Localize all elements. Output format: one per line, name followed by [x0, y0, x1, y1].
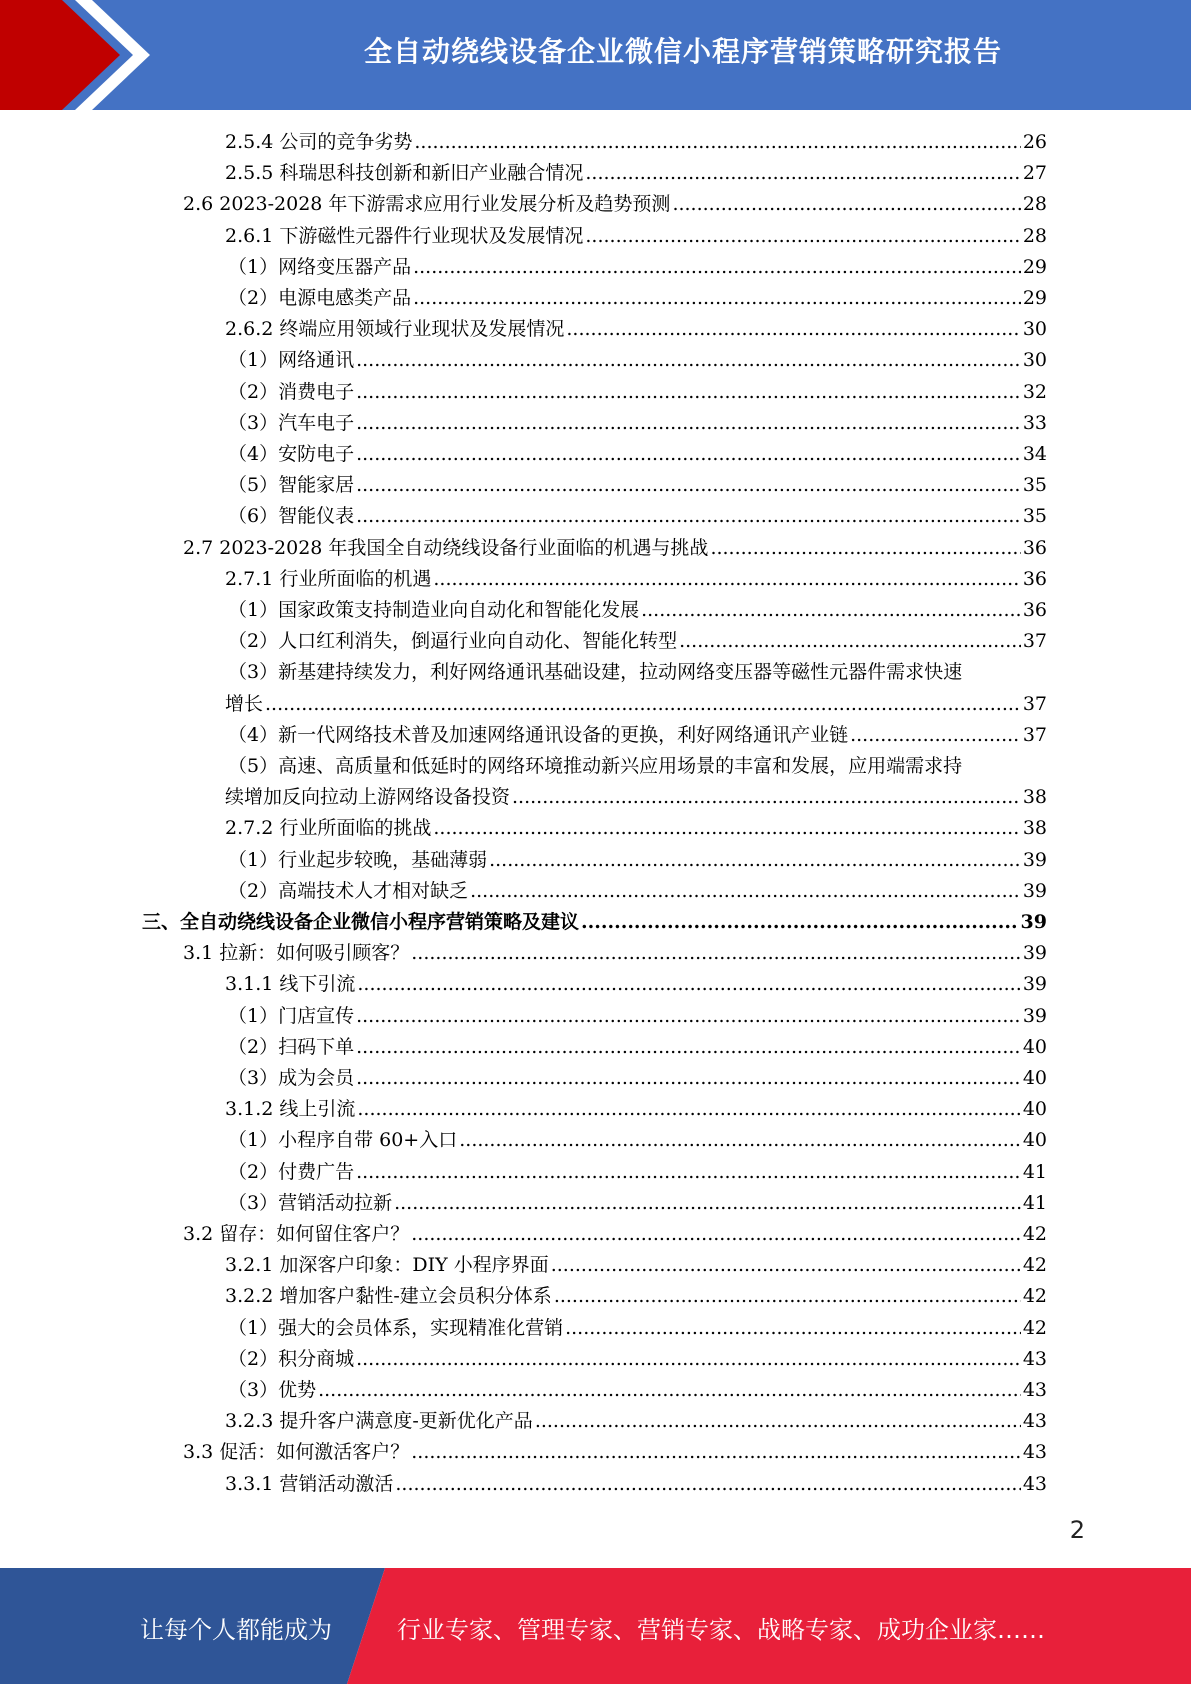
toc-entry-text: （2）扫码下单 [228, 1035, 355, 1058]
toc-page-number: 37 [1022, 630, 1047, 653]
toc-leader-dots [395, 1469, 1020, 1500]
toc-entry[interactable] [228, 439, 1047, 470]
toc-page-number: 42 [1022, 1223, 1047, 1245]
toc-entry-text: 3.1 拉新：如何吸引顾客？ [183, 942, 410, 965]
toc-leader-dots [433, 564, 1020, 595]
toc-page-number: 40 [1022, 1098, 1047, 1121]
toc-entry[interactable] [228, 626, 1047, 657]
toc-page-number: 43 [1022, 1379, 1047, 1401]
toc-entry-text: 3.3 促活：如何激活客户？ [183, 1441, 410, 1464]
toc-entry[interactable] [228, 845, 1047, 876]
toc-entry[interactable] [228, 1032, 1047, 1063]
toc-entry[interactable] [225, 782, 1047, 813]
toc-leader-dots [265, 689, 1021, 720]
toc-leader-dots [411, 1219, 1021, 1250]
toc-entry-text: 2.7.1 行业所面临的机遇 [225, 567, 432, 590]
toc-entry[interactable] [228, 876, 1047, 907]
toc-entry[interactable] [228, 1157, 1047, 1188]
toc-entry[interactable] [228, 283, 1047, 314]
toc-entry[interactable] [228, 1063, 1047, 1094]
footer-slogan-right: 行业专家、管理专家、营销专家、战略专家、成功企业家…… [397, 1616, 1045, 1644]
toc-entry[interactable] [228, 595, 1047, 626]
toc-entry-text: 3.1.1 线下引流 [225, 973, 356, 996]
page-header [0, 0, 1191, 110]
toc-page-number: 43 [1022, 1410, 1047, 1433]
toc-entry-text: （2）积分商城 [228, 1347, 355, 1370]
toc-leader-dots [433, 813, 1020, 844]
toc-entry-text: 2.6 2023-2028 年下游需求应用行业发展分析及趋势预测 [183, 193, 671, 216]
toc-entry-text: （1）网络通讯 [228, 349, 355, 372]
toc-entry-text: （3）汽车电子 [228, 411, 355, 434]
toc-entry-text: （2）付费广告 [228, 1160, 355, 1183]
toc-leader-dots [356, 345, 1021, 376]
toc-entry-text: 三、全自动绕线设备企业微信小程序营销策略及建议 [142, 911, 580, 933]
toc-entry[interactable] [228, 1313, 1047, 1344]
toc-entry[interactable] [228, 408, 1047, 439]
toc-entry-text: 3.3.1 营销活动激活 [225, 1472, 394, 1495]
page-number: 2 [1069, 1516, 1085, 1544]
header-chevron-icon [0, 0, 160, 110]
toc-entry[interactable] [183, 1219, 1047, 1250]
toc-leader-dots [356, 1157, 1021, 1188]
toc-leader-dots [414, 127, 1020, 158]
toc-entry-text: （2）消费电子 [228, 380, 355, 403]
toc-leader-dots [357, 969, 1020, 1000]
toc-entry[interactable] [225, 221, 1047, 252]
toc-page-number: 41 [1022, 1160, 1047, 1183]
toc-page-number: 39 [1022, 1004, 1047, 1027]
toc-entry-line[interactable] [228, 751, 962, 782]
toc-leader-dots [470, 876, 1021, 907]
toc-entry[interactable] [225, 1406, 1047, 1437]
toc-page-number: 32 [1022, 380, 1047, 403]
toc-entry[interactable] [183, 533, 1047, 564]
toc-page-number: 43 [1022, 1347, 1047, 1370]
toc-page-number: 27 [1022, 162, 1047, 185]
header-title: 全自动绕线设备企业微信小程序营销策略研究报告 [363, 35, 1002, 68]
toc-entry-text: 3.2.1 加深客户印象：DIY 小程序界面 [225, 1254, 549, 1277]
toc-entry-text: （4）安防电子 [228, 443, 355, 465]
toc-entry-text: 增长 [225, 692, 264, 715]
toc-entry[interactable] [225, 813, 1047, 844]
toc-entry-text: （5）高速、高质量和低延时的网络环境推动新兴应用场景的丰富和发展，应用端需求持 [228, 755, 963, 777]
toc-entry[interactable] [228, 1188, 1047, 1219]
toc-entry-text: （1）门店宣传 [228, 1004, 355, 1027]
toc-page-number: 40 [1022, 1067, 1047, 1089]
toc-page-number: 40 [1022, 1035, 1047, 1058]
toc-entry[interactable] [142, 907, 1047, 938]
toc-leader-dots [585, 158, 1020, 189]
toc-page-number: 38 [1022, 786, 1047, 809]
toc-page-number: 28 [1022, 193, 1047, 216]
toc-leader-dots [535, 1406, 1021, 1437]
toc-entry-text: （2）高端技术人才相对缺乏 [228, 879, 469, 902]
toc-leader-dots [672, 189, 1020, 220]
toc-page-number: 40 [1022, 1129, 1047, 1152]
toc-entry[interactable] [183, 1437, 1047, 1468]
toc-leader-dots [641, 595, 1021, 626]
toc-leader-dots [394, 1188, 1021, 1219]
toc-entry[interactable] [225, 1281, 1047, 1312]
toc-leader-dots [357, 1094, 1020, 1125]
toc-entry-text: （2）人口红利消失，倒逼行业向自动化、智能化转型 [228, 630, 678, 653]
toc-leader-dots [356, 408, 1021, 439]
toc-page-number: 37 [1022, 692, 1047, 715]
toc-page-number: 42 [1022, 1254, 1047, 1277]
toc-entry[interactable] [228, 252, 1047, 283]
toc-entry[interactable] [225, 564, 1047, 595]
toc-entry-text: （3）营销活动拉新 [228, 1191, 393, 1214]
footer-slogan-left: 让每个人都能成为 [140, 1616, 332, 1644]
toc-entry[interactable] [228, 1001, 1047, 1032]
toc-entry[interactable] [228, 1375, 1047, 1406]
toc-entry-text: 3.1.2 线上引流 [225, 1098, 356, 1121]
toc-page-number: 35 [1022, 505, 1047, 528]
toc-entry-line[interactable] [228, 657, 962, 688]
toc-entry-text: 2.6.2 终端应用领域行业现状及发展情况 [225, 318, 565, 341]
toc-leader-dots [512, 782, 1021, 813]
toc-entry-text: （4）新一代网络技术普及加速网络通讯设备的更换，利好网络通讯产业链 [228, 723, 849, 746]
toc-leader-dots [356, 1032, 1021, 1063]
toc-page-number: 26 [1022, 131, 1047, 153]
toc-entry[interactable] [228, 1344, 1047, 1375]
toc-leader-dots [413, 283, 1021, 314]
toc-leader-dots [551, 1250, 1021, 1281]
toc-page-number: 39 [1022, 973, 1047, 996]
toc-entry[interactable] [225, 689, 1047, 720]
toc-leader-dots [413, 252, 1021, 283]
toc-entry-text: 2.7.2 行业所面临的挑战 [225, 817, 432, 840]
toc-entry-text: 续增加反向拉动上游网络设备投资 [225, 786, 511, 809]
toc-leader-dots [356, 470, 1021, 501]
toc-page-number: 30 [1022, 318, 1047, 341]
toc-entry[interactable] [228, 345, 1047, 376]
toc-entry[interactable] [228, 720, 1047, 751]
toc-entry-text: （1）行业起步较晚，基础薄弱 [228, 848, 488, 871]
toc-page-number: 30 [1022, 349, 1047, 372]
toc-entry-text: （3）优势 [228, 1379, 317, 1401]
toc-page-number: 36 [1022, 567, 1047, 590]
toc-entry-text: 3.2 留存：如何留住客户？ [183, 1223, 410, 1245]
toc-entry[interactable] [225, 1250, 1047, 1281]
toc-entry-text: （1）强大的会员体系，实现精准化营销 [228, 1316, 564, 1339]
toc-page-number: 39 [1022, 848, 1047, 871]
toc-entry[interactable] [228, 377, 1047, 408]
toc-page-number: 43 [1022, 1472, 1047, 1495]
toc-page-number: 34 [1022, 443, 1047, 465]
toc-entry-text: （1）国家政策支持制造业向自动化和智能化发展 [228, 599, 640, 621]
page-footer [0, 1568, 1191, 1684]
toc-leader-dots [356, 439, 1021, 470]
toc-leader-dots [356, 377, 1021, 408]
toc-leader-dots [710, 533, 1020, 564]
toc-entry[interactable] [183, 938, 1047, 969]
toc-leader-dots [356, 1063, 1021, 1094]
toc-page-number: 42 [1022, 1285, 1047, 1308]
toc-entry[interactable] [225, 1094, 1047, 1125]
toc-page-number: 39 [1022, 942, 1047, 965]
toc-page-number: 29 [1022, 255, 1047, 278]
toc-entry-text: 2.5.5 科瑞思科技创新和新旧产业融合情况 [225, 162, 584, 185]
toc-leader-dots [585, 221, 1020, 252]
toc-entry[interactable] [225, 127, 1047, 158]
toc-entry-text: 3.2.2 增加客户黏性-建立会员积分体系 [225, 1285, 552, 1308]
toc-leader-dots [411, 938, 1021, 969]
toc-entry[interactable] [225, 969, 1047, 1000]
toc-page-number: 39 [1022, 879, 1047, 902]
toc-page-number: 28 [1022, 224, 1047, 247]
toc-page-number: 33 [1022, 411, 1047, 434]
toc-entry-text: （3）新基建持续发力，利好网络通讯基础设建，拉动网络变压器等磁性元器件需求快速 [228, 661, 963, 684]
toc-leader-dots [318, 1375, 1021, 1406]
toc-entry-text: 2.6.1 下游磁性元器件行业现状及发展情况 [225, 224, 584, 247]
toc-page-number: 36 [1022, 536, 1047, 559]
toc-entry-text: （1）网络变压器产品 [228, 255, 412, 278]
toc-leader-dots [679, 626, 1021, 657]
toc-entry[interactable] [225, 314, 1047, 345]
toc-leader-dots [581, 907, 1019, 938]
toc-page-number: 29 [1022, 287, 1047, 309]
toc-leader-dots [489, 845, 1021, 876]
toc-entry-text: （6）智能仪表 [228, 505, 355, 528]
toc-entry-text: （3）成为会员 [228, 1067, 355, 1089]
toc-leader-dots [356, 1344, 1021, 1375]
toc-entry[interactable] [225, 1469, 1047, 1500]
toc-entry[interactable] [228, 501, 1047, 532]
toc-entry[interactable] [225, 158, 1047, 189]
toc-page-number: 38 [1022, 817, 1047, 840]
toc-leader-dots [356, 501, 1021, 532]
toc-leader-dots [565, 1313, 1021, 1344]
toc-leader-dots [459, 1125, 1021, 1156]
toc-page-number: 43 [1022, 1441, 1047, 1464]
toc-leader-dots [411, 1437, 1021, 1468]
toc-entry-text: （5）智能家居 [228, 474, 355, 497]
toc-page-number: 41 [1022, 1191, 1047, 1214]
toc-page-number: 42 [1022, 1316, 1047, 1339]
toc-entry-text: （1）小程序自带 60+入口 [228, 1129, 458, 1152]
toc-leader-dots [850, 720, 1021, 751]
toc-entry[interactable] [228, 1125, 1047, 1156]
toc-leader-dots [554, 1281, 1021, 1312]
toc-entry-text: 2.7 2023-2028 年我国全自动绕线设备行业面临的机遇与挑战 [183, 536, 709, 559]
toc-leader-dots [356, 1001, 1021, 1032]
toc-page-number: 39 [1020, 911, 1047, 933]
toc-page-number: 35 [1022, 474, 1047, 497]
toc-entry-text: 2.5.4 公司的竞争劣势 [225, 131, 413, 153]
toc-entry[interactable] [183, 189, 1047, 220]
toc-entry-text: （2）电源电感类产品 [228, 287, 412, 309]
toc-page-number: 37 [1022, 723, 1047, 746]
toc-entry[interactable] [228, 470, 1047, 501]
toc-page-number: 36 [1022, 599, 1047, 621]
toc-entry-text: 3.2.3 提升客户满意度-更新优化产品 [225, 1410, 533, 1433]
toc-leader-dots [566, 314, 1020, 345]
